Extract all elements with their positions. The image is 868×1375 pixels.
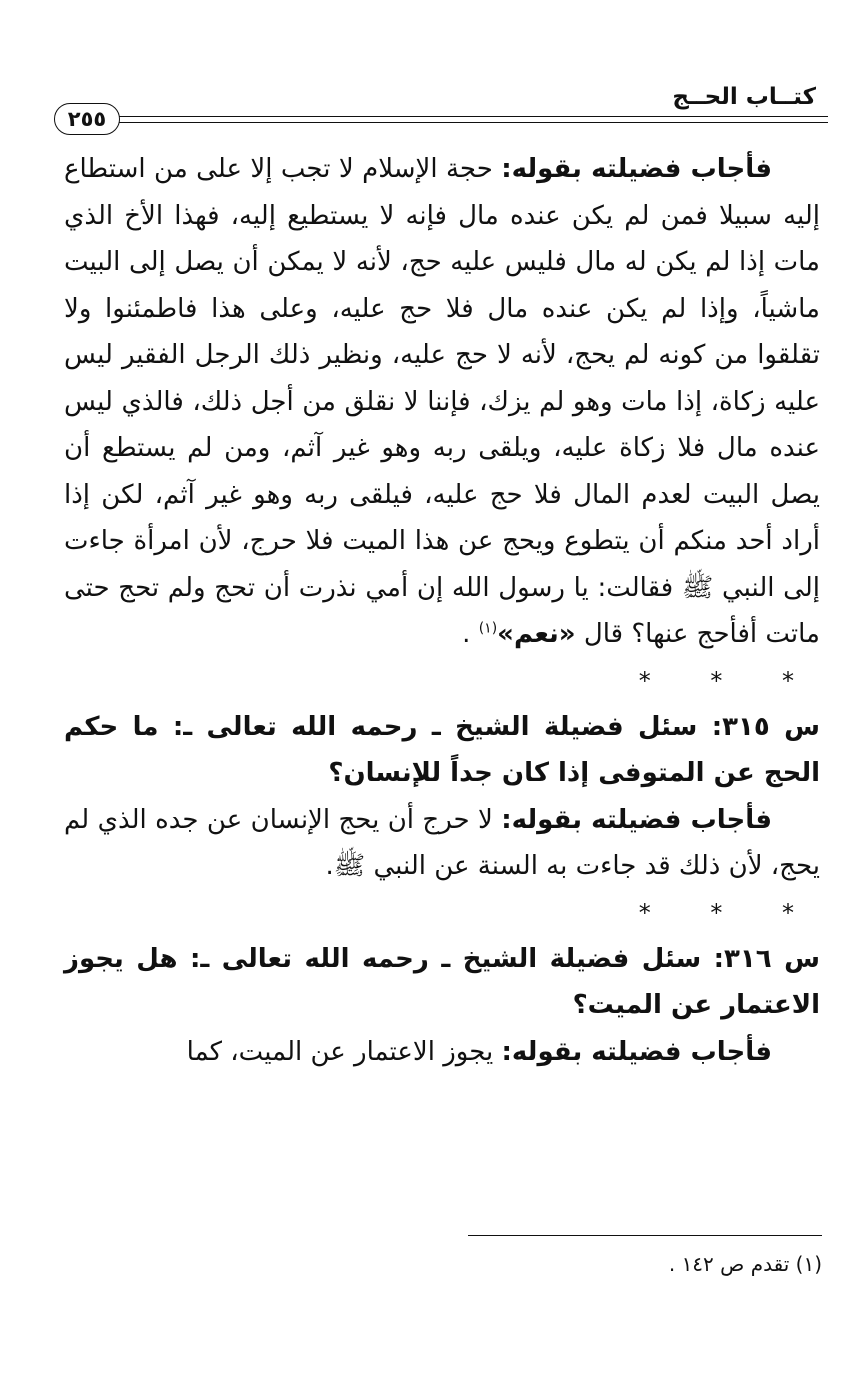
footnote-reference: (١): [478, 620, 498, 637]
footnote-divider: [468, 1235, 822, 1236]
answer-text: لا حرج أن يحج الإنسان عن جده الذي لم يحج، لأن ذلك قد جاءت به السنة عن النبي ﷺ.: [64, 804, 820, 881]
answer-lead: فأجاب فضيلته بقوله:: [501, 1036, 772, 1067]
answer-lead: فأجاب فضيلته بقوله:: [501, 804, 772, 835]
footnote-1: [422, 1250, 822, 1278]
answer-text: حجة الإسلام لا تجب إلا على من استطاع إليه سبيلا فمن لم يكن عنده مال فإنه لا يستطيع إليه، فهذا الأخ الذي مات إذا لم يكن له مال فليس عليه حج، لأنه لا يمكن أن يصل إلى البيت ماشياً، وإذا لم يكن عنده مال فلا حج عليه، وعلى هذا فاطمئنوا ولا تقلقوا من كونه لم يحج، لأنه لا حج عليه، ونظير ذلك الرجل الفقير ليس عليه زكاة، إذا مات وهو لم يزك، فإننا لا نقلق من أجل ذلك، فالذي ليس عنده مال فلا زكاة عليه، ويلقى ربه وهو غير آثم، ومن لم يستطع أن يصل البيت لعدم المال فلا حج عليه، فيلقى ربه وهو غير آثم، لكن إذا أراد أحد منكم أن يتطوع ويحج عن هذا الميت فلا حرج، لأن امرأة جاءت إلى النبي ﷺ فقالت: يا رسول الله إن أمي نذرت أن تحج ولم تحج حتى ماتت أفأحج عنها؟ قال: [64, 154, 820, 649]
answer-text: يجوز الاعتمار عن الميت، كما: [186, 1036, 502, 1067]
section-separator: * * *: [638, 898, 820, 927]
body-text: [64, 146, 820, 1075]
section-separator: * * *: [638, 666, 820, 695]
quoted-answer: «نعم»: [497, 619, 576, 649]
running-header-title: كتــاب الحــج: [672, 84, 816, 110]
answer-lead: فأجاب فضيلته بقوله:: [501, 154, 772, 184]
footnote-text: تقدم ص ١٤٢ .: [668, 1252, 796, 1276]
answer-paragraph-3: [64, 1029, 820, 1076]
answer-paragraph-2: [64, 797, 820, 890]
answer-end: .: [462, 619, 479, 649]
answer-paragraph-1: [64, 146, 820, 658]
header-rule-double: [118, 122, 828, 123]
question-316: س ٣١٦: سئل فضيلة الشيخ ـ رحمه الله تعالى ـ: هل يجوز الاعتمار عن الميت؟: [64, 943, 821, 1020]
page-number: ٢٥٥: [54, 103, 120, 135]
question-315: س ٣١٥: سئل فضيلة الشيخ ـ رحمه الله تعالى ـ: ما حكم الحج عن المتوفى إذا كان جداً للإنسان؟: [64, 711, 820, 788]
footnote-marker: (١): [795, 1252, 822, 1276]
header-rule: [118, 116, 828, 117]
